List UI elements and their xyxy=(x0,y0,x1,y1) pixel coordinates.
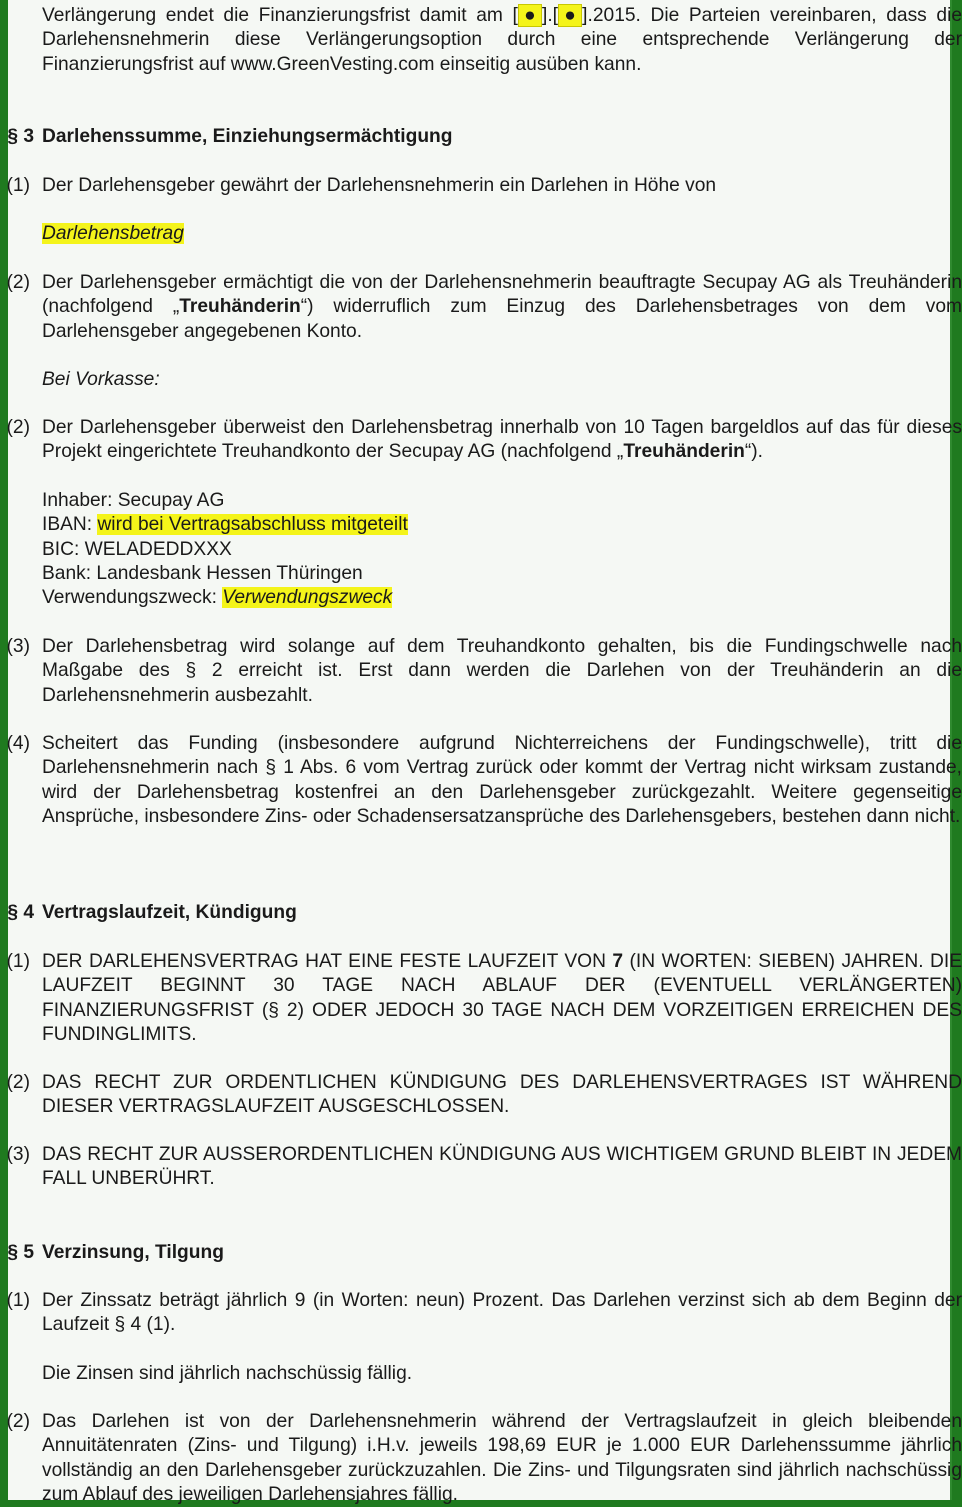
paragraph-number: (4) xyxy=(6,733,30,754)
section-title: Vertragslaufzeit, Kündigung xyxy=(42,902,297,923)
date-placeholder-day: ● xyxy=(519,5,540,26)
iban-placeholder: wird bei Vertragsabschluss mitgeteilt xyxy=(97,514,408,536)
bank-holder: Inhaber: Secupay AG xyxy=(42,490,225,511)
paragraph-text-b: (IN WORTEN: SIEBEN) JAHREN. DIE LAUFZEIT BEGINNT 30 TAGE NACH ABLAUF DER (EVENTUELL VERLÄNGERTEN) FINANZIERUNGSFRIST (§ 2) ODER JEDOCH 30 TAGE NACH DEM VORZEITIGEN ERREICHEN DES FUNDINGLIMITS. xyxy=(42,951,962,1045)
paragraph-text-a: DER DARLEHENSVERTRAG HAT EINE FESTE LAUFZEIT VON xyxy=(42,951,613,972)
paragraph-number: (2) xyxy=(6,1072,30,1093)
paragraph-text: Der Zinssatz beträgt jährlich 9 (in Worten: neun) Prozent. Das Darlehen verzinst sich ab dem Beginn der Laufzeit § 4 (1). xyxy=(42,1290,962,1336)
paragraph-text-b: “) widerruflich zum Einzug des Darlehensbetrages von dem vom Darlehensgeber angegebenen Konto. xyxy=(42,296,962,342)
bank-purpose: Verwendungszweck: Verwendungszweck xyxy=(42,587,393,609)
paragraph-text: Scheitert das Funding (insbesondere aufgrund Nichterreichens der Fundingschwelle), tritt die Darlehensnehmerin nach § 1 Abs. 6 vom Vertrag zurück oder kommt der Vertrag nicht wirksam zustande, wird der Darlehensbetrag kostenfrei an den Darlehensgeber zurückgezahlt. Weitere gegenseitige Ansprüche, insbesondere Zins- oder Schadensersatzansprüche des Darlehensgebers, bestehen dann nicht. xyxy=(42,733,962,827)
paragraph-number: (2) xyxy=(6,1411,30,1432)
paragraph-text-b: “). xyxy=(744,441,763,463)
paragraph-number: (1) xyxy=(6,175,30,196)
intro-text-a: Verlängerung endet die Finanzierungsfrist damit am xyxy=(42,5,513,26)
paragraph-number: (3) xyxy=(6,1144,30,1165)
paragraph-text: Die Zinsen sind jährlich nachschüssig fällig. xyxy=(42,1363,413,1384)
paragraph-text: Das Darlehen ist von der Darlehensnehmerin während der Vertragslaufzeit in gleich bleibenden Annuitätenraten (Zins- und Tilgung) i.H.v. jeweils 198,69 EUR je 1.000 EUR Darlehenssumme jährlich vollständig an den Darlehensgeber zurückzuzahlen. Die Zins- und Tilgungsraten sind jährlich nachschüssig zum Ablauf des jeweiligen Darlehensjahres fällig. xyxy=(42,1411,962,1505)
purpose-placeholder: Verwendungszweck xyxy=(222,587,393,609)
section-number: § 3 xyxy=(7,126,34,147)
paragraph-text: Der Darlehensgeber gewährt der Darlehensnehmerin ein Darlehen in Höhe von xyxy=(42,175,717,196)
paragraph-number: (2) xyxy=(6,417,30,438)
section-number: § 4 xyxy=(7,902,34,923)
defined-term: Treuhänderin xyxy=(179,296,301,318)
intro-text-b: .2015. Die Parteien vereinbaren, dass xyxy=(587,5,927,26)
paragraph-text: Der Darlehensbetrag wird solange auf dem Treuhandkonto gehalten, bis die Fundingschwelle nach Maßgabe des § 2 erreicht ist. Erst dann werden die Darlehen von der Treuhänderin an die Darlehensnehmerin ausbezahlt. xyxy=(42,636,962,706)
date-placeholder-month: ● xyxy=(560,5,581,26)
paragraph-number: (3) xyxy=(6,636,30,657)
paragraph-text-a: Der Darlehensgeber überweist den Darlehensbetrag innerhalb von 10 Tagen bargeldlos auf das für dieses Projekt eingerichtete Treuhandkonto der Secupay AG (nachfolgend „ xyxy=(42,417,962,463)
paragraph-number: (1) xyxy=(6,951,30,972)
section-title: Darlehenssumme, Einziehungsermächtigung xyxy=(42,126,453,147)
document-page: Verlängerung endet die Finanzierungsfrist damit am [ ● ].[ ● ].2015. Die Parteien vereinbaren, dass die Darlehensnehmerin diese Verlängerungsoption durch eine entsprechende Verlängerung der Finanzierungsfrist auf www.GreenVesting.com einseitig ausüben kann. § 3 Darlehenssumme, Einziehungsermächtigung (1) Der Darlehensgeber gewährt der Darlehensnehmerin ein Darlehen in Höhe von Darlehensbetrag (2) Der Darlehensgeber ermächtigt die von der Darlehensnehmerin beauftragte Secupay AG als Treuhänderin (nachfolgend „Treuhänderin“) widerruflich zum Einzug des Darlehensbetrages von dem vom Darlehensgeber angegebenen Konto. Bei Vorkasse: (2) Der Darlehensgeber überweist den Darlehensbetrag innerhalb von 10 Tagen bargeldlos auf das für dieses Projekt eingerichtete Treuhandkonto der Secupay AG (nachfolgend „Treuhänderin“). Inhaber: Secupay AG IBAN: wird bei Vertragsabschluss mitgeteilt BIC: WELADEDDXXX Bank: Landesbank Hessen Thüringen Verwendungszweck: Verwendungszweck (3) Der Darlehensbetrag wird solange auf dem Treuhandkonto gehalten, bis die Fundingschwelle nach Maßgabe des § 2 erreicht ist. Erst dann werden die Darlehen von der Treuhänderin an die Darlehensnehmerin ausbezahlt. (4) Scheitert das Funding (insbesondere aufgrund Nichterreichens der Fundingschwelle), tritt die Darlehensnehmerin nach § 1 Abs. 6 vom Vertrag zurück oder kommt der Vertrag nicht wirksam zustande, wird der Darlehensbetrag kostenfrei an den Darlehensgeber zurückgezahlt. Weitere gegenseitige Ansprüche, insbesondere Zins- oder Schadensersatzansprüche des Darlehensgebers, bestehen dann nicht. § 4 Vertragslaufzeit, Kündigung (1) DER DARLEHENSVERTRAG HAT EINE FESTE LAUFZEIT VON 7 (IN WORTEN: SIEBEN) JAHREN. DIE LAUFZEIT BEGINNT 30 TAGE NACH ABLAUF DER (EVENTUELL VERLÄNGERTEN) FINANZIERUNGSFRIST (§ 2) ODER JEDOCH 30 TAGE NACH DEM VORZEITIGEN ERREICHEN DES FUNDINGLIMITS. (2) DAS RECHT ZUR ORDENTLICHEN KÜNDIGUNG DES DARLEHENSVERTRAGES IST WÄHREND DIESER VERTRAGSLAUFZEIT AUSGESCHLOSSEN. (3) DAS RECHT ZUR AUSSERORDENTLICHEN KÜNDIGUNG AUS WICHTIGEM GRUND BLEIBT IN JEDEM FALL UNBERÜHRT. § 5 Verzinsung, Tilgung (1) Der Zinssatz beträgt jährlich 9 (in Worten: neun) Prozent. Das Darlehen verzinst sich ab dem Beginn der Laufzeit § 4 (1). Die Zinsen sind jährlich nachschüssig fällig. (2) Das Darlehen ist von der Darlehensnehmerin während der Vertragslaufzeit in gleich bleibenden Annuitätenraten (Zins- und Tilgung) i.H.v. jeweils 198,69 EUR je 1.000 EUR Darlehenssumme jährlich vollständig an den Darlehensgeber zurückzuzahlen. Die Zins- und Tilgungsraten sind jährlich nachschüssig zum Ablauf des jeweiligen Darlehensjahres fällig. xyxy=(8,0,952,1500)
bank-iban: IBAN: wird bei Vertragsabschluss mitgeteilt xyxy=(42,514,408,536)
bank-name: Bank: Landesbank Hessen Thüringen xyxy=(42,562,363,584)
intro-text-rest: die Darlehensnehmerin diese Verlängerungsoption durch eine entsprechende Verlängerung der Finanzierungsfrist auf www.GreenVesting.com einseitig ausüben kann. xyxy=(42,5,962,75)
paragraph-number: (2) xyxy=(6,272,30,293)
paragraph-text: DAS RECHT ZUR AUSSERORDENTLICHEN KÜNDIGUNG AUS WICHTIGEM GRUND BLEIBT IN JEDEM FALL UNBERÜHRT. xyxy=(42,1144,962,1190)
term-years: 7 xyxy=(612,951,624,972)
section-title: Verzinsung, Tilgung xyxy=(42,1242,224,1263)
section-number: § 5 xyxy=(7,1242,34,1263)
paragraph-number: (1) xyxy=(6,1290,30,1311)
paragraph-text: DAS RECHT ZUR ORDENTLICHEN KÜNDIGUNG DES DARLEHENSVERTRAGES IST WÄHREND DIESER VERTRAGSLAUFZEIT AUSGESCHLOSSEN. xyxy=(42,1072,962,1118)
bank-bic: BIC: WELADEDDXXX xyxy=(42,538,232,560)
defined-term: Treuhänderin xyxy=(623,441,745,463)
paragraph-text-a: Der Darlehensgeber ermächtigt die von der Darlehensnehmerin beauftragte Secupay AG als Treuhänderin (nachfolgend „ xyxy=(42,272,962,318)
loan-amount-placeholder: Darlehensbetrag xyxy=(42,223,184,244)
